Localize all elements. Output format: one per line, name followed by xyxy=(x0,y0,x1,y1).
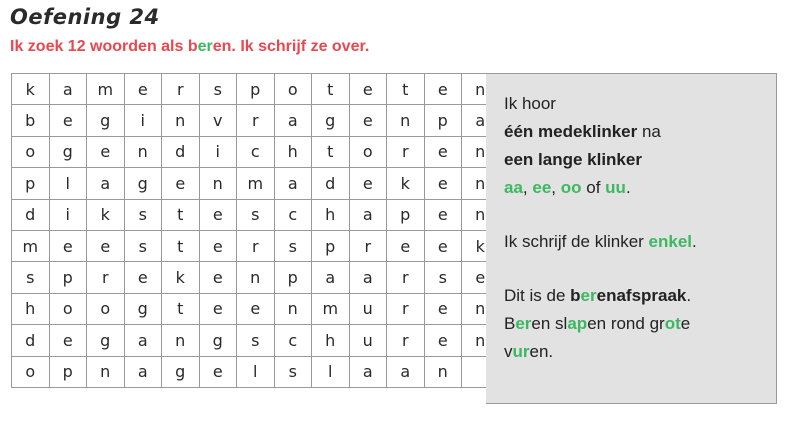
grid-cell: d xyxy=(12,199,50,230)
grid-cell: u xyxy=(349,325,387,356)
grid-row xyxy=(12,293,500,324)
grid-cell: r xyxy=(237,230,275,261)
grid-cell: t xyxy=(162,199,200,230)
grid-cell: e xyxy=(49,230,87,261)
grid-cell: e xyxy=(424,136,462,167)
grid-cell: e xyxy=(199,199,237,230)
grid-row xyxy=(12,105,500,136)
grid-cell: l xyxy=(312,356,350,387)
grid-row xyxy=(12,168,500,199)
grid-cell: c xyxy=(274,199,312,230)
grid-cell: d xyxy=(162,136,200,167)
rule-line-2: één medeklinker na xyxy=(504,122,661,141)
grid-cell: n xyxy=(424,356,462,387)
rule-line-6: Dit is de berenafspraak. xyxy=(504,286,692,305)
grid-cell: n xyxy=(462,293,500,324)
instruction-text-2: . Ik schrijf ze over. xyxy=(231,38,370,55)
grid-cell: n xyxy=(162,105,200,136)
grid-cell: g xyxy=(162,356,200,387)
grid-cell: r xyxy=(349,230,387,261)
rule-line-5: Ik schrijf de klinker enkel. xyxy=(504,232,697,251)
grid-cell: h xyxy=(12,293,50,324)
grid-cell: l xyxy=(49,168,87,199)
grid-cell: k xyxy=(462,230,500,261)
instruction-text-1: Ik zoek 12 woorden als xyxy=(10,38,188,55)
grid-row xyxy=(12,199,500,230)
grid-cell: p xyxy=(424,105,462,136)
grid-cell: s xyxy=(124,230,162,261)
grid-cell: e xyxy=(199,356,237,387)
grid-cell: g xyxy=(124,168,162,199)
instruction xyxy=(10,38,369,56)
grid-cell: s xyxy=(274,230,312,261)
grid-cell: n xyxy=(462,168,500,199)
grid-cell: e xyxy=(87,230,125,261)
grid-cell: n xyxy=(462,325,500,356)
grid-cell: t xyxy=(312,74,350,105)
grid-cell: e xyxy=(349,74,387,105)
grid-cell: a xyxy=(349,199,387,230)
grid-row xyxy=(12,262,500,293)
grid-cell: c xyxy=(274,325,312,356)
grid-cell: e xyxy=(124,262,162,293)
grid-cell: i xyxy=(49,199,87,230)
grid-cell: r xyxy=(162,74,200,105)
rule-line-7: Beren slapen rond grote xyxy=(504,314,691,333)
grid-cell: n xyxy=(462,199,500,230)
grid-cell: s xyxy=(237,325,275,356)
grid-cell: n xyxy=(199,168,237,199)
grid-cell: g xyxy=(87,325,125,356)
grid-cell: o xyxy=(349,136,387,167)
grid-cell: l xyxy=(237,356,275,387)
rule-line-1: Ik hoor xyxy=(504,94,556,113)
grid-cell: a xyxy=(387,356,425,387)
grid-cell: r xyxy=(387,293,425,324)
grid-row xyxy=(12,356,500,387)
instruction-word-b: b xyxy=(187,38,198,55)
grid-cell: s xyxy=(12,262,50,293)
grid-cell: n xyxy=(387,105,425,136)
grid-cell: e xyxy=(124,74,162,105)
instruction-word-en: en xyxy=(212,38,232,55)
grid-cell: k xyxy=(87,199,125,230)
grid-cell: r xyxy=(87,262,125,293)
grid-row xyxy=(12,325,500,356)
grid-cell: e xyxy=(424,199,462,230)
grid-cell: a xyxy=(274,105,312,136)
grid-cell: e xyxy=(424,325,462,356)
grid-cell: t xyxy=(162,293,200,324)
grid-cell: o xyxy=(49,293,87,324)
grid-cell: p xyxy=(49,356,87,387)
grid-cell: r xyxy=(237,105,275,136)
grid-cell: n xyxy=(237,262,275,293)
grid-cell: m xyxy=(12,230,50,261)
grid-cell: g xyxy=(49,136,87,167)
grid-cell: n xyxy=(462,74,500,105)
grid-cell: p xyxy=(387,199,425,230)
grid-row xyxy=(12,74,500,105)
grid-cell: m xyxy=(237,168,275,199)
rule-line-8: vuren. xyxy=(504,342,554,361)
exercise-title: Oefening 24 xyxy=(10,5,160,29)
grid-cell: a xyxy=(349,262,387,293)
grid-cell: b xyxy=(12,105,50,136)
word-search-grid xyxy=(11,73,500,388)
grid-cell: h xyxy=(312,325,350,356)
grid-cell: e xyxy=(424,293,462,324)
grid-cell: s xyxy=(124,199,162,230)
grid-cell: n xyxy=(162,325,200,356)
grid-cell: m xyxy=(312,293,350,324)
grid-cell: p xyxy=(237,74,275,105)
grid-cell: p xyxy=(312,230,350,261)
grid-cell: s xyxy=(274,356,312,387)
grid-cell: e xyxy=(49,105,87,136)
grid-cell: s xyxy=(424,262,462,293)
grid-cell: o xyxy=(274,74,312,105)
grid-cell: s xyxy=(199,74,237,105)
grid-cell: a xyxy=(49,74,87,105)
grid-cell: a xyxy=(87,168,125,199)
grid-cell: k xyxy=(12,74,50,105)
grid-cell: e xyxy=(199,262,237,293)
grid-cell: m xyxy=(87,74,125,105)
grid-cell: d xyxy=(312,168,350,199)
grid-cell: n xyxy=(124,136,162,167)
grid-row xyxy=(12,136,500,167)
grid-cell: e xyxy=(349,105,387,136)
grid-cell: n xyxy=(274,293,312,324)
grid-cell: e xyxy=(349,168,387,199)
grid-cell: a xyxy=(124,325,162,356)
grid-cell: p xyxy=(12,168,50,199)
grid-cell: e xyxy=(462,262,500,293)
grid-cell: e xyxy=(199,230,237,261)
rule-line-3: een lange klinker xyxy=(504,150,642,169)
grid-cell: e xyxy=(424,74,462,105)
grid-cell: a xyxy=(312,262,350,293)
grid-cell: e xyxy=(237,293,275,324)
grid-cell: h xyxy=(274,136,312,167)
grid-cell: e xyxy=(424,168,462,199)
grid-cell: e xyxy=(87,136,125,167)
grid-cell: e xyxy=(199,293,237,324)
grid-cell: e xyxy=(424,230,462,261)
grid-cell: e xyxy=(49,325,87,356)
rule-panel xyxy=(486,73,777,404)
grid-cell: g xyxy=(199,325,237,356)
grid-cell: g xyxy=(87,105,125,136)
grid-cell: o xyxy=(87,293,125,324)
grid-cell: k xyxy=(387,168,425,199)
grid-cell: a xyxy=(462,105,500,136)
grid-row xyxy=(12,230,500,261)
instruction-word-er: er xyxy=(197,38,213,55)
grid-cell: o xyxy=(12,356,50,387)
grid-cell: e xyxy=(387,230,425,261)
grid-cell: r xyxy=(387,325,425,356)
grid-cell: i xyxy=(199,136,237,167)
grid-cell: p xyxy=(49,262,87,293)
grid-cell: n xyxy=(87,356,125,387)
grid-cell: t xyxy=(312,136,350,167)
grid-cell: r xyxy=(387,262,425,293)
rule-line-4: aa, ee, oo of uu. xyxy=(504,178,631,197)
grid-cell: s xyxy=(237,199,275,230)
grid-cell: t xyxy=(387,74,425,105)
grid-cell: d xyxy=(12,325,50,356)
grid-cell: g xyxy=(312,105,350,136)
grid-cell: n xyxy=(462,136,500,167)
grid-cell: r xyxy=(387,136,425,167)
grid-cell: t xyxy=(162,230,200,261)
grid-cell: e xyxy=(162,168,200,199)
grid-cell: k xyxy=(162,262,200,293)
grid-cell: c xyxy=(237,136,275,167)
grid-cell: a xyxy=(124,356,162,387)
grid-cell: i xyxy=(124,105,162,136)
grid-cell: h xyxy=(312,199,350,230)
grid-cell: g xyxy=(124,293,162,324)
grid-cell: o xyxy=(12,136,50,167)
grid-cell: u xyxy=(349,293,387,324)
grid-cell: v xyxy=(199,105,237,136)
grid-cell: a xyxy=(349,356,387,387)
grid-cell: a xyxy=(274,168,312,199)
grid-cell: p xyxy=(274,262,312,293)
